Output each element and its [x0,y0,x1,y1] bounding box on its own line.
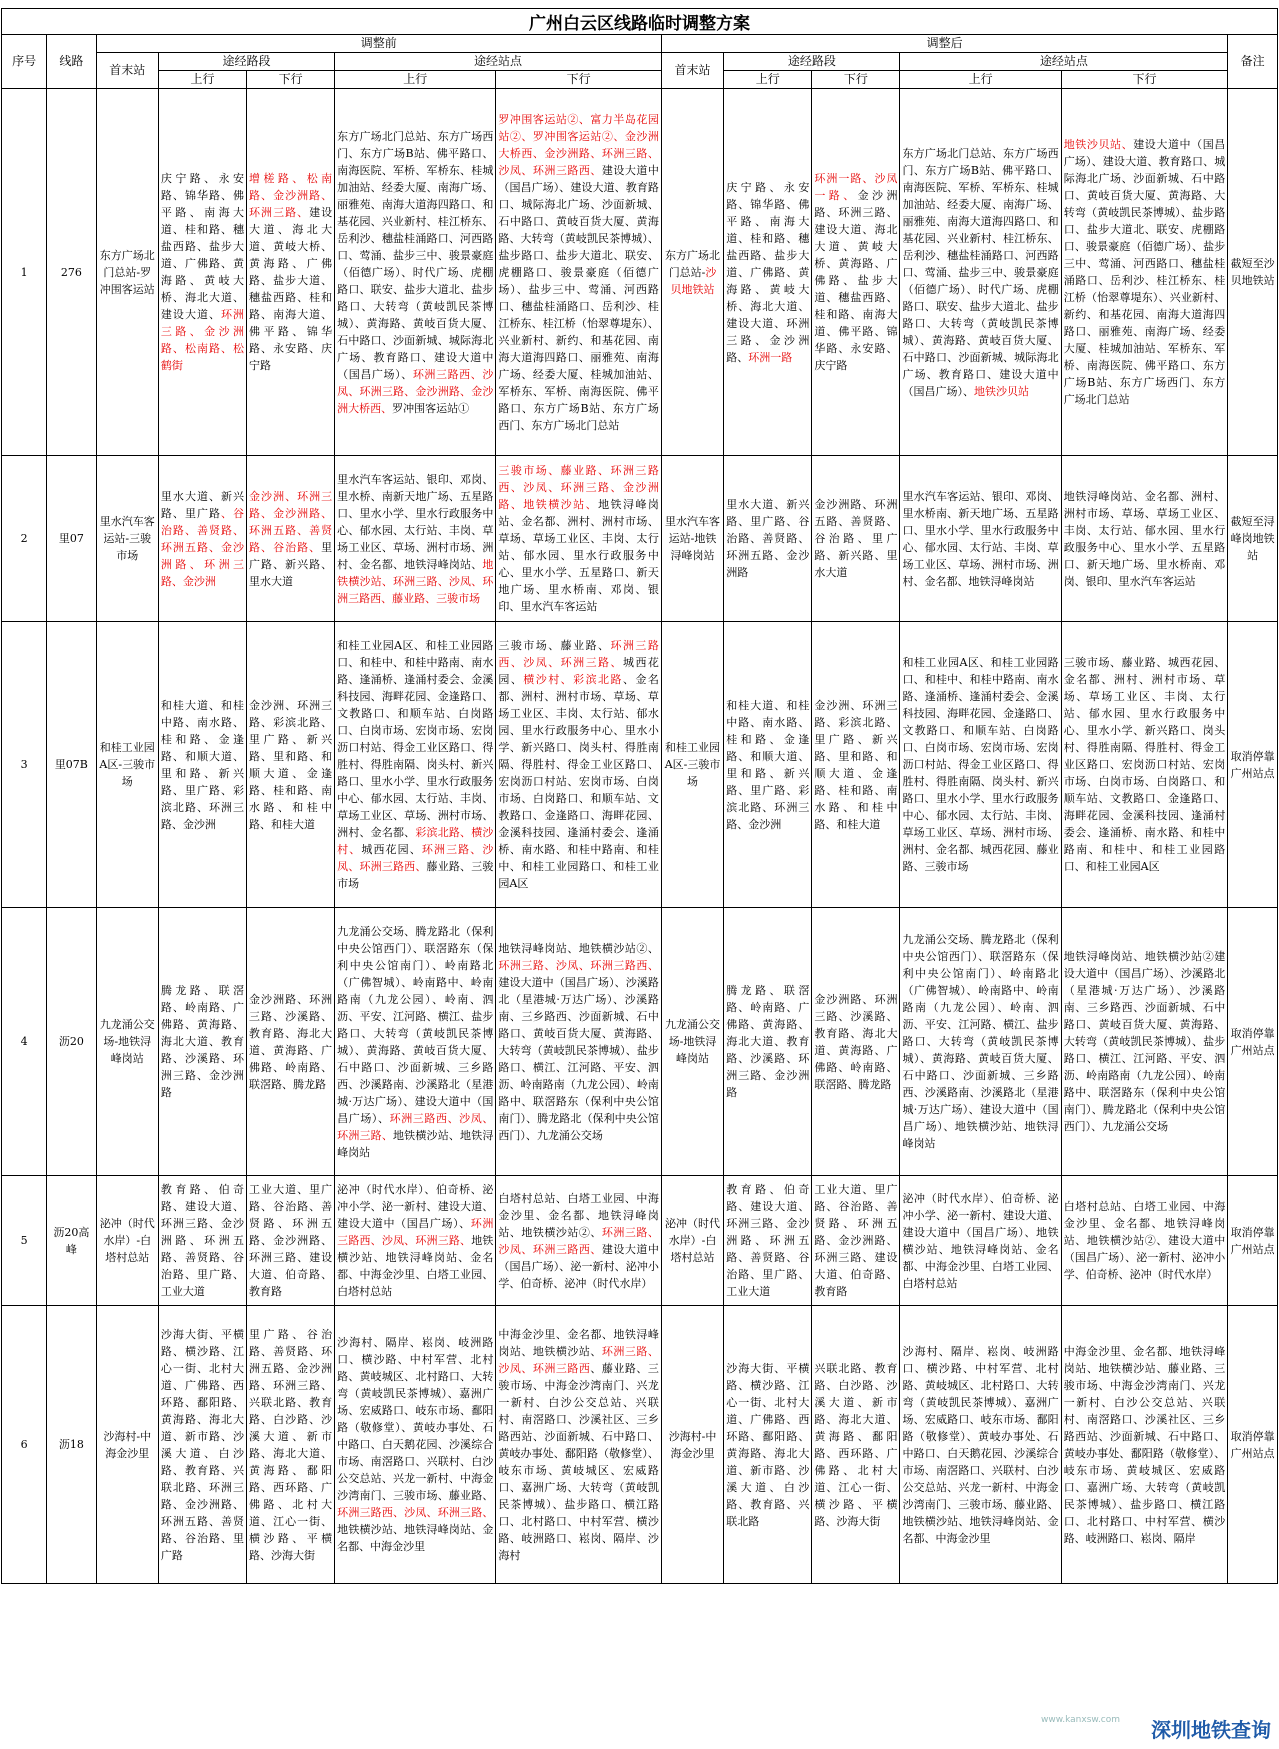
text-segment: 城西花园、 [361,843,422,856]
text-segment: 工业大道、里广路、谷治路、善贤路、环洲五路、金沙洲路、环洲三路、建设大道、伯奇路、教育路 [814,1183,898,1298]
seq-cell: 3 [2,622,47,908]
text-segment: 九龙涌公交场、腾龙路北（保利中央公馆西门）、联滘路东（保利中央公馆南门）、岭南路北（广佛智城）、岭南路中、岭南路南（九龙公园）、岭南、泗沥、平安、江河路、横江、盐步路口、大转弯（黄岐凯民茶博城）、黄海路、黄岐百货大厦、石中路口、沙面新城、三乡路西、沙溪路南、沙溪路北（星港城·万达广场）、建设大道中（国昌广场）、 [337,924,494,1125]
changed-segment: 环洲三路西、沙凤、环洲三路、 [498,639,659,669]
changed-segment: 地铁横沙站、环洲三路、沙凤、环洲三路西、藤业路、三骏市场 [337,557,494,605]
note-cell: 取消停靠广州站点 [1228,622,1278,908]
text-segment: 、金名都、洲村、洲村市场、草场、草场工业区、丰岗、太行站、郁水园、里水行政服务中心、里水小学、新兴路口、岗头村、得胜南隔、得胜村、得金工业区路口、宏岗沥口村站、宏岗市场、白岗市场、白岗路口、和顺车站、文教路口、金逢路口、海畔花园、金溪科技园、逢涌村委会、逢涌桥、南水路、和桂中路南、和桂中、和桂工业园路口、和桂工业园A区 [498,673,659,890]
after-stop-down-cell [1061,908,1228,1176]
seq-cell: 4 [2,908,47,1176]
before-stop-up-cell [335,89,496,456]
header-before: 调整前 [96,35,661,53]
table-row [2,456,1278,622]
header-note: 备注 [1228,35,1278,89]
after-terminal-cell [661,1176,723,1306]
header-up: 上行 [335,71,496,89]
text-segment: 教育路、伯奇路、建设大道、环洲三路、金沙洲路、环洲五路、善贤路、谷治路、里广路、工业大道 [160,1183,245,1298]
changed-segment: 环洲三路西、沙凤、环洲三路、 [337,1217,494,1247]
text-segment: 、藤业路、三骏市场、中海金沙湾南门、兴龙一新村、白沙公交总站、兴联村、南滘路口、沙溪社区、三乡路西站、沙面新城、石中路口、黄岐办事处、鄱阳路（敬修堂）、岐东市场、黄岐城区、宏威路口、嘉洲广场、大转弯（黄岐凯民茶博城）、盐步路口、横江路口、北村路口、中村军营、横沙路、岐洲路口、崧岗、隔岸、沙海村 [498,1361,659,1562]
changed-segment: 横沙村、彩滨北路 [523,673,623,686]
after-stop-up-cell [900,908,1061,1176]
changed-segment: 环洲三路、沙凤、环洲三路西、 [337,843,494,873]
text-segment: 和桂工业园A区、和桂工业园路口、和桂中、和桂中路南、南水路、逢涌桥、逢涌村委会、金溪科技园、海畔花园、金逢路口、文教路口、和顺车站、白岗路口、白岗市场、宏岗市场、宏岗沥口村站、得金工业区路口、得胜村、得胜南隔、岗头村、新兴路口、里水小学、里水行政服务中心、郁水园、太行站、丰岗、草场工业区、草场、洲村市场、洲村、金名都、城西花园、藤业路、三骏市场 [902,656,1059,873]
text-segment: 里广路、谷治路、善贤路、环洲五路、金沙洲路、环洲三路、兴联北路、教育路、白沙路、沙溪大道、新市路、海北大道、黄海路、鄱阳路、西环路、广佛路、北村大道、江心一街、横沙路、平横路、沙海大街 [249,1327,333,1562]
text-segment: 腾龙路、联滘路、岭南路、广佛路、黄海路、海北大道、教育路、沙溪路、环洲三路、金沙洲路 [160,984,245,1099]
text-segment: 金沙洲路、环洲五路、善贤路、谷治路、里广路、新兴路、里水大道 [814,498,898,579]
changed-segment: 环洲三路、沙凤、环洲三路西、 [498,958,659,972]
after-road-up-cell [724,456,812,622]
text-segment: 地铁浔峰岗站、金名都、洲村、洲村市场、草场、草场工业区、丰岗、太行站、郁水园、里水行政服务中心、里水小学、五星路口、新天地广场、里水桥南、邓岗、银印、里水汽车客运站 [1063,489,1226,588]
text-segment: 里水汽车客运站-地铁浔峰岗站 [665,515,721,562]
text-segment: 建设大道、海北大道、黄岐大桥、黄海路、广佛路、盐步大道、穗盐西路、桂和路、南海大道、佛平路、锦华路、永安路、庆宁路 [249,206,333,372]
after-road-up-cell [724,1306,812,1584]
before-road-down-cell [247,622,335,908]
after-road-down-cell [812,1306,900,1584]
seq-cell: 5 [2,1176,47,1306]
before-terminal-cell: 沙海村-中海金沙里 [96,1306,158,1584]
text-segment: 里水大道、新兴路、里广路 [160,489,245,520]
header-before-stops: 途经站点 [335,53,662,71]
text-segment: 沙海大街、平横路、横沙路、江心一街、北村大道、广佛路、西环路、鄱阳路、黄海路、海北大道、新市路、沙溪大道、白沙路、教育路、兴联北路、环洲三路、金沙洲路、环洲五路、善贤路、谷治路、里广路 [160,1327,245,1562]
text-segment: 建设大道中（国昌广场）、建设大道、教育路口、城际海北广场、沙面新城、石中路口、黄岐百货大厦、黄海路、大转弯（黄岐凯民茶博城）、盐步路口、盐步大道北、联安、虎棚路口、骏景豪庭（佰德广场）、盐步三中、莺涌、河西路口、穗盐桂涌路口、岳利沙、桂江桥东、桂江桥（怡翠尊堤东）、兴业新村、新约、和基花园、南海大道海四路口、丽雅苑、南海广场、经委大厦、桂城加油站、军桥东、军桥、南海医院、佛平路口、东方广场B站、东方广场西门、东方广场北门总站 [1063,138,1226,406]
text-segment: 地铁浔峰岗站、金名都、洲村、洲村市场、草场、草场工业区、丰岗、太行站、郁水园、里水行政服务中心、里水小学、五星路口、新天地广场、里水桥南、邓岗、银印、里水汽车客运站 [498,498,659,613]
after-road-down-cell [812,456,900,622]
text-segment: 建设大道中（国昌广场）、建设大道、教育路口、城际海北广场、沙面新城、石中路口、黄岐百货大厦、黄海路、大转弯（黄岐凯民茶博城）、盐步路口、盐步大道北、联安、虎棚路口、骏景豪庭（佰德广场）、盐步三中、莺涌、河西路口、穗盐桂涌路口、岳利沙、桂江桥东、桂江桥（怡翠尊堤东）、兴业新村、新约、和基花园、南海大道海四路口、丽雅苑、南海广场、经委大厦、桂城加油站、军桥东、军桥、南海医院、佛平路口、东方广场B站、东方广场西门、东方广场北门总站 [498,163,659,432]
after-stop-down-cell [1061,1306,1228,1584]
after-terminal-cell [661,1306,723,1584]
note-cell: 取消停靠广州站点 [1228,1176,1278,1306]
text-segment: 东方广场北门总站、东方广场西门、东方广场B站、佛平路口、南海医院、军桥、军桥东、桂城加油站、经委大厦、南海广场、丽雅苑、南海大道海四路口、和基花园、兴业新村、桂江桥东、岳利沙、穗盐桂涌路口、河西路口、莺涌、盐步三中、骏景豪庭（佰德广场）、时代广场、虎棚路口、联安、盐步大道北、盐步路口、大转弯（黄岐凯民茶博城）、黄海路、黄岐百货大厦、石中路口、沙面新城、城际海北广场、教育路口、建设大道中（国昌广场）、 [902,146,1059,398]
table-row [2,89,1278,456]
before-stop-up-cell [335,456,496,622]
before-stop-down-cell [496,622,662,908]
before-stop-up-cell [335,1306,496,1584]
text-segment: 地铁横沙站、地铁浔峰岗站、金名都、中海金沙里、白塔工业园、白塔村总站 [337,1234,494,1298]
changed-segment: 彩滨北路、横沙村、 [337,826,494,856]
before-stop-up-cell [335,622,496,908]
table-row [2,1176,1278,1306]
text-segment: 建设大道中（国昌广场）、泌一新村、泌冲小学、伯奇桥、泌冲（时代水岸） [498,1242,659,1290]
text-segment: 和桂工业园A区-三骏市场 [664,741,721,788]
watermark-logo [1041,1715,1271,1747]
after-road-up-cell [724,622,812,908]
table-row [2,622,1278,908]
text-segment: 金沙洲、环洲三路、彩滨北路、里广路、新兴路、里和路、和顺大道、金逢路、桂和路、南水路、和桂中路、和桂大道 [249,698,333,831]
text-segment: 和桂大道、和桂中路、南水路、桂和路、金逢路、和顺大道、里和路、新兴路、里广路、彩滨北路、环洲三路、金沙洲 [160,698,245,831]
after-road-down-cell [812,1176,900,1306]
text-segment: 白塔村总站、白塔工业园、中海金沙里、金名都、地铁浔峰岗站、地铁横沙站②、 [498,1191,659,1239]
text-segment: 地铁横沙站、地铁浔峰岗站 [337,1128,494,1159]
header-before-roads: 途经路段 [158,53,334,71]
note-cell: 截短至浔峰岗地铁站 [1228,456,1278,622]
before-terminal-cell: 东方广场北门总站-罗冲围客运站 [96,89,158,456]
header-down: 下行 [496,71,662,89]
header-down: 下行 [812,71,900,89]
header-after-stops: 途经站点 [900,53,1228,71]
seq-cell: 6 [2,1306,47,1584]
before-road-up-cell [158,622,246,908]
text-segment: 泌冲（时代水岸）-白塔村总站 [665,1217,721,1264]
text-segment: 金沙洲路、环洲三路、建设大道、海北大道、黄岐大桥、黄海路、广佛路、盐步大道、穗盐西路、桂和路、南海大道、佛平路、锦华路、永安路、庆宁路 [814,189,898,372]
text-segment: 泌冲（时代水岸）、伯奇桥、泌冲小学、泌一新村、建设大道、建设大道中（国昌广场）、 [337,1183,494,1230]
after-terminal-cell [661,908,723,1176]
after-road-down-cell [812,622,900,908]
before-road-up-cell [158,89,246,456]
adjustment-table [1,8,1278,1584]
text-segment: 金沙洲路、环洲三路、沙溪路、教育路、海北大道、黄海路、广佛路、岭南路、联滘路、腾龙路 [249,992,333,1091]
text-segment: 庆宁路、永安路、锦华路、佛平路、南海大道、桂和路、穗盐西路、盐步大道、广佛路、黄海路、黄岐大桥、海北大道、建设大道、环洲三路、金沙洲路、 [726,180,810,364]
line-cell: 沥18 [47,1306,96,1584]
watermark-url: www.kanxsw.com [1041,1715,1121,1725]
line-cell: 沥20高峰 [47,1176,96,1306]
changed-segment: 三骏市场、藤业路、环洲三路西、沙凤、环洲三路、金沙洲路、地铁横沙站、 [498,464,659,511]
text-segment: 九龙涌公交场-地铁浔峰岗站 [665,1018,721,1065]
text-segment: 和桂工业园A区、和桂工业园路口、和桂中、和桂中路南、南水路、逢涌桥、逢涌村委会、金溪科技园、海畔花园、金逢路口、文教路口、和顺车站、白岗路口、白岗市场、宏岗市场、宏岗沥口村站、得金工业区路口、得胜村、得胜南隔、岗头村、新兴路口、里水小学、里水行政服务中心、郁水园、太行站、丰岗、草场工业区、草场、洲村市场、洲村、金名都、 [337,639,494,839]
line-cell: 沥20 [47,908,96,1176]
text-segment: 三骏市场、藤业路、城西花园、金名都、洲村、洲村市场、草场、草场工业区、丰岗、太行站、郁水园、里水行政服务中心、里水小学、新兴路口、岗头村、得胜南隔、得胜村、得金工业区路口、宏岗沥口村站、宏岗市场、白岗市场、白岗路口、和顺车站、文教路口、金逢路口、海畔花园、金溪科技园、逢涌村委会、逢涌桥、南水路、和桂中路南、和桂中、和桂工业园路口、和桂工业园A区 [1063,656,1226,873]
after-road-up-cell [724,89,812,456]
text-segment: 东方广场北门总站- [665,248,721,279]
changed-segment: 环洲三路、金沙洲路、松南路、松鹤街 [160,308,245,372]
after-stop-down-cell [1061,1176,1228,1306]
changed-segment: 增槎路、松南路、金沙洲路、环洲三路、 [249,172,333,219]
table-row [2,908,1278,1176]
line-cell: 里07B [47,622,96,908]
before-road-up-cell [158,908,246,1176]
table-body [2,89,1278,1584]
before-terminal-cell: 泌冲（时代水岸）-白塔村总站 [96,1176,158,1306]
before-stop-down-cell [496,1176,662,1306]
header-after: 调整后 [661,35,1227,53]
text-segment: 金沙洲路、环洲三路、沙溪路、教育路、海北大道、黄海路、广佛路、岭南路、联滘路、腾龙路 [814,992,898,1091]
header-down: 下行 [1061,71,1228,89]
after-stop-down-cell [1061,456,1228,622]
header-up: 上行 [158,71,246,89]
header-line: 线路 [47,35,96,89]
before-terminal-cell: 九龙涌公交场-地铁浔峰岗站 [96,908,158,1176]
after-stop-up-cell [900,622,1061,908]
note-cell: 取消停靠广州站点 [1228,908,1278,1176]
text-segment: 和桂大道、和桂中路、南水路、桂和路、金逢路、和顺大道、里和路、新兴路、里广路、彩滨北路、环洲三路、金沙洲 [726,698,810,831]
note-cell: 截短至沙贝地铁站 [1228,89,1278,456]
before-stop-down-cell [496,456,662,622]
changed-segment: 环洲一路、沙凤一路、 [814,172,898,202]
line-cell: 276 [47,89,96,456]
changed-segment: 环洲三路、沙凤、环洲三路西、 [498,1225,659,1256]
page-title: 广州白云区线路临时调整方案 [2,9,1278,35]
before-road-down-cell [247,456,335,622]
after-stop-up-cell [900,1176,1061,1306]
text-segment: 金沙洲、环洲三路、彩滨北路、里广路、新兴路、里和路、和顺大道、金逢路、桂和路、南水路、和桂中路、和桂大道 [814,698,898,831]
after-stop-down-cell [1061,622,1228,908]
after-terminal-cell [661,456,723,622]
text-segment: 里水大道、新兴路、里广路、谷治路、善贤路、环洲五路、金沙洲路 [726,498,810,579]
text-segment: 中海金沙里、金名都、地铁浔峰岗站、地铁横沙站、 [498,1327,659,1358]
changed-segment: 地铁沙贝站、 [1063,138,1134,151]
after-stop-down-cell [1061,89,1228,456]
before-road-down-cell [247,908,335,1176]
after-stop-up-cell [900,456,1061,622]
note-cell: 取消停靠广州站点 [1228,1306,1278,1584]
seq-cell: 1 [2,89,47,456]
header-up: 上行 [724,71,812,89]
text-segment: 沙海村、隔岸、崧岗、岐洲路口、横沙路、中村军营、北村路、黄岐城区、北村路口、大转弯（黄岐凯民茶博城）、嘉洲广场、宏威路口、岐东市场、鄱阳路（敬修堂）、黄岐办事处、石中路口、白天鹅花园、沙溪综合市场、南滘路口、兴联村、白沙公交总站、兴龙一新村、中海金沙湾南门、三骏市场、藤业路、地铁横沙站、地铁浔峰岗站、金名都、中海金沙里 [902,1344,1059,1545]
text-segment: 白塔村总站、白塔工业园、中海金沙里、金名都、地铁浔峰岗站、地铁横沙站②、建设大道中（国昌广场）、泌一新村、泌冲小学、伯奇桥、泌冲（时代水岸） [1063,1200,1226,1281]
after-terminal-cell [661,89,723,456]
line-cell: 里07 [47,456,96,622]
changed-segment: 罗冲围客运站②、富力半岛花园站②、罗冲围客运站②、金沙洲大桥西、金沙洲路、环洲三路、沙凤、环洲三路西、 [498,112,659,177]
header-seq: 序号 [2,35,47,89]
before-road-up-cell [158,456,246,622]
text-segment: 沙海大街、平横路、横沙路、江心一街、北村大道、广佛路、西环路、鄱阳路、黄海路、海北大道、新市路、沙溪大道、白沙路、教育路、兴联北路 [726,1361,810,1528]
changed-segment: 环洲三路西、沙凤、环洲三路、 [337,1506,494,1519]
table-row [2,1306,1278,1584]
after-stop-up-cell [900,89,1061,456]
header-down: 下行 [247,71,335,89]
changed-segment: 金沙洲、环洲三路、金沙洲路、环洲五路、善贤路、谷治路、 [249,489,333,554]
text-segment: 藤业路、三骏市场 [337,860,494,890]
before-stop-down-cell [496,908,662,1176]
text-segment: 沙海村-中海金沙里 [668,1429,717,1460]
before-road-down-cell [247,1176,335,1306]
header-after-roads: 途经路段 [724,53,900,71]
header-after-terminal: 首末站 [661,53,723,89]
text-segment: 中海金沙里、金名都、地铁浔峰岗站、地铁横沙站、藤业路、三骏市场、中海金沙湾南门、兴龙一新村、白沙公交总站、兴联村、南滘路口、沙溪社区、三乡路西站、沙面新城、石中路口、黄岐办事处、鄱阳路（敬修堂）、岐东市场、黄岐城区、宏威路口、嘉洲广场、大转弯（黄岐凯民茶博城）、盐步路口、横江路口、北村路口、中村军营、横沙路、岐洲路口、崧岗、隔岸 [1063,1344,1226,1545]
text-segment: 腾龙路、联滘路、岭南路、广佛路、黄海路、海北大道、教育路、沙溪路、环洲三路、金沙洲路 [726,984,810,1099]
text-segment: 地铁横沙站、地铁浔峰岗站、金名都、中海金沙里 [337,1523,494,1553]
changed-segment: 环洲三路西、沙凤、环洲三路、 [337,1111,494,1142]
header-before-terminal: 首末站 [96,53,158,89]
changed-segment: 环洲三路、沙凤、环洲三路西 [498,1344,659,1375]
after-road-down-cell [812,89,900,456]
text-segment: 地铁浔峰岗站、地铁横沙站②建设大道中（国昌广场）、沙溪路北（星港城·万达广场）、沙溪路南、三乡路西、沙面新城、石中路口、黄岐百货大厦、黄海路、大转弯（黄岐凯民茶博城）、盐步路口、横江、江河路、平安、泗沥、岭南路南（九龙公园）、岭南路中、联滘路东（保利中央公馆南门）、腾龙路北（保利中央公馆西门）、九龙涌公交场 [1063,950,1226,1133]
text-segment: 建设大道中（国昌广场）、沙溪路北（星港城·万达广场）、沙溪路南、三乡路西、沙面新城、石中路口、黄岐百货大厦、黄海路、大转弯（黄岐凯民茶博城）、盐步路口、横江、江河路、平安、泗沥、岭南路南（九龙公园）、岭南路中、联滘路东（保利中央公馆南门）、腾龙路北（保利中央公馆西门）、九龙涌公交场 [498,975,659,1142]
before-stop-down-cell [496,1306,662,1584]
before-stop-up-cell [335,908,496,1176]
before-road-up-cell [158,1306,246,1584]
before-road-down-cell [247,89,335,456]
text-segment: 庆宁路、永安路、锦华路、佛平路、南海大道、桂和路、穗盐西路、盐步大道、广佛路、黄海路、黄岐大桥、海北大道、建设大道、 [160,172,245,321]
text-segment: 沙海村、隔岸、崧岗、岐洲路口、横沙路、中村军营、北村路、黄岐城区、北村路口、大转弯（黄岐凯民茶博城）、嘉洲广场、宏威路口、岐东市场、鄱阳路（敬修堂）、黄岐办事处、石中路口、白天鹅花园、沙溪综合市场、南滘路口、兴联村、白沙公交总站、兴龙一新村、中海金沙湾南门、三骏市场、藤业路、 [337,1336,494,1502]
changed-segment: 环洲一路 [748,350,793,364]
text-segment: 兴联北路、教育路、白沙路、沙溪大道、新市路、海北大道、黄海路、鄱阳路、西环路、广佛路、北村大道、江心一街、横沙路、平横路、沙海大街 [814,1361,898,1528]
after-road-up-cell [724,908,812,1176]
text-segment: 东方广场北门总站、东方广场西门、东方广场B站、佛平路口、南海医院、军桥、军桥东、桂城加油站、经委大厦、南海广场、丽雅苑、南海大道海四路口、和基花园、兴业新村、桂江桥东、岳利沙、穗盐桂涌路口、河西路口、莺涌、盐步三中、骏景豪庭（佰德广场）、时代广场、虎棚路口、联安、盐步大道北、盐步路口、大转弯（黄岐凯民茶博城）、黄海路、黄岐百货大厦、石中路口、沙面新城、城际海北广场、教育路口、建设大道中（国昌广场）、 [337,129,494,381]
before-road-down-cell [247,1306,335,1584]
text-segment: 里水汽车客运站、银印、邓岗、里水桥南、新天地广场、五星路口、里水小学、里水行政服务中心、郁水园、太行站、丰岗、草场工业区、草场、洲村市场、洲村、金名都、地铁浔峰岗站 [902,489,1059,588]
before-stop-up-cell [335,1176,496,1306]
changed-segment: 沙贝地铁站 [670,265,717,296]
text-segment: 三骏市场、藤业路、 [498,639,611,652]
header-up: 上行 [900,71,1061,89]
changed-segment: 、谷治路、善贤路、环洲五路、金沙洲路、环洲三路、金沙洲 [160,506,245,588]
before-road-up-cell [158,1176,246,1306]
text-segment: 地铁浔峰岗站、地铁横沙站②、 [498,941,659,955]
changed-segment: 地铁沙贝站 [973,384,1029,398]
before-terminal-cell: 和桂工业园A区-三骏市场 [96,622,158,908]
text-segment: 泌冲（时代水岸）、伯奇桥、泌冲小学、泌一新村、建设大道、建设大道中（国昌广场）、地铁横沙站、地铁浔峰岗站、金名都、中海金沙里、白塔工业园、白塔村总站 [902,1191,1059,1290]
text-segment: 工业大道、里广路、谷治路、善贤路、环洲五路、金沙洲路、环洲三路、建设大道、伯奇路、教育路 [249,1183,333,1298]
before-terminal-cell: 里水汽车客运站-三骏市场 [96,456,158,622]
text-segment: 里广路、新兴路、里水大道 [249,540,333,588]
seq-cell: 2 [2,456,47,622]
changed-segment: 环洲三路西、沙凤、环洲三路、金沙洲路、金沙洲大桥西、 [337,367,494,415]
before-stop-down-cell [496,89,662,456]
after-stop-up-cell [900,1306,1061,1584]
watermark-text: 深圳地铁查询 [1151,1718,1271,1742]
after-road-down-cell [812,908,900,1176]
text-segment: 教育路、伯奇路、建设大道、环洲三路、金沙洲路、环洲五路、善贤路、谷治路、里广路、工业大道 [726,1183,810,1298]
text-segment: 罗冲围客运站① [392,401,470,415]
after-terminal-cell [661,622,723,908]
text-segment: 里水汽车客运站、银印、邓岗、里水桥、南新天地广场、五星路口、里水小学、里水行政服务中心、郁水园、太行站、丰岗、草场工业区、草场、洲村市场、洲村、金名都、地铁浔峰岗站、 [337,472,494,571]
after-road-up-cell [724,1176,812,1306]
text-segment: 九龙涌公交场、腾龙路北（保利中央公馆西门）、联滘路东（保利中央公馆南门）、岭南路北（广佛智城）、岭南路中、岭南路南（九龙公园）、岭南、泗沥、平安、江河路、横江、盐步路口、大转弯（黄岐凯民茶博城）、黄海路、黄岐百货大厦、石中路口、沙面新城、三乡路西、沙溪路南、沙溪路北（星港城·万达广场）、建设大道中（国昌广场）、地铁横沙站、地铁浔峰岗站 [902,933,1059,1150]
text-segment: 城西花园、 [498,656,659,686]
